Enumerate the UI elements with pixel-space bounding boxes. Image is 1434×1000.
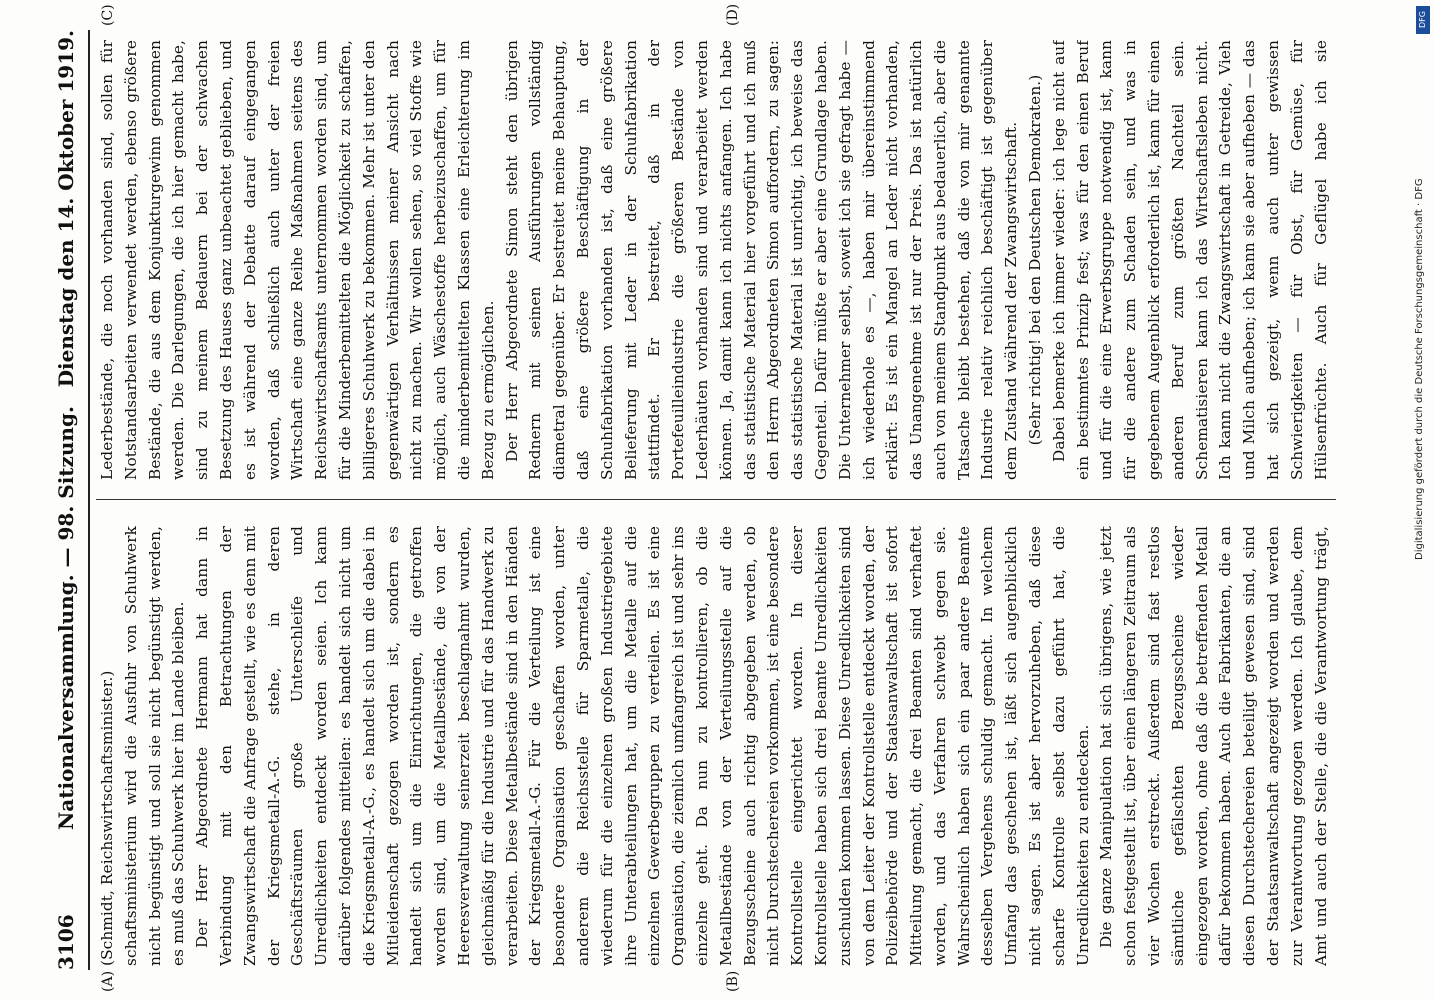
paragraph: Dabei bemerke ich immer wieder: ich lege nicht auf ein bestimmtes Prinzip fest; was für den einen Beruf und für die eine Erwerbsgruppe notwendig ist, kann für die andere zum Schaden sein, und was in gegebenem Augenblick erforderlich ist, kann für einen anderen Beruf zum größten Nachteil sein. Schematisieren kann ich das Wirtschaftsleben nicht. Ich kann nicht die Zwangswirtschaft in Getreide, Vieh und Milch aufheben; ich kann sie aber aufheben — das hat sich gezeigt, wenn auch unter gewissen Schwierigkeiten — für Obst, für Gemüse, für Hülsenfrüchte. Auch für Geflügel habe ich sie xyxy=(1049,40,1330,480)
paragraph: Lederbestände, die noch vorhanden sind, sollen für Notstandsarbeiten verwendet werden, ebenso größere Bestände, die aus dem Konjunkturgewinn genommen werden. Die Darlegungen, die ich hier gemacht habe, sind zu meinem Bedauern bei der schwachen Besetzung des Hauses ganz unbeachtet geblieben, und es ist während der Debatte darauf eingegangen worden, daß schließlich auch unter der freien Wirtschaft eine ganze Reihe Maßnahmen seitens des Reichswirtschaftsamts unternommen worden sind, um für die Minderbemittelten die Möglichkeit zu schaffen, billigeres Schuhwerk zu bekommen. Mehr ist unter den gegenwärtigen Verhältnissen meiner Ansicht nach nicht zu machen. Wir wollen sehen, so viel Stoffe wie möglich, auch Wäschestoffe herbeizuschaffen, um für die minderbemittelten Klassen eine Erleichterung im Bezug zu ermöglichen. xyxy=(98,40,497,480)
margin-mark-a: (A) xyxy=(100,970,116,992)
right-column xyxy=(96,40,1336,480)
paragraph: Der Herr Abgeordnete Simon steht den übrigen Rednern mit seinen Ausführungen vollständig diametral gegenüber. Er bestreitet meine Behauptung, daß eine größere Beschäftigung in der Schuhfabrikation vorhanden ist, daß eine größere Belieferung mit Leder in der Schuhfabrikation stattfindet. Er bestreitet, daß in der Portefeuilleindustrie die größeren Bestände von Lederhäuten vorhanden sind und verarbeitet werden können. Ja, damit kann ich nichts anfangen. Ich habe das statistische Material hier vorgeführt und ich muß den Herrn Abgeordneten Simon auffordern, zu sagen: das statistische Material ist unrichtig, ich beweise das Gegenteil. Dafür müßte er aber eine Grundlage haben. Die Unternehmer selbst, soweit ich sie gefragt habe — ich wiederhole es —, haben mir übereinstimmend erklärt: Es ist ein Mangel an Leder nicht vorhanden, das Unangenehme ist nur der Preis. Das ist natürlich auch von meinem Standpunkt aus bedauerlich, aber die Tatsache bleibt bestehen, daß die von mir genannte Industrie relativ reichlich beschäftigt ist gegenüber dem Zustand während der Zwangswirtschaft. xyxy=(502,40,1021,480)
column-divider xyxy=(96,499,1336,500)
paragraph: Der Herr Abgeordnete Hermann hat dann in Verbindung mit den Betrachtungen der Zwangswirtschaft die Anfrage gestellt, wie es denn mit der Kriegsmetall-A.-G. stehe, in deren Geschäftsräumen große Unterschleife und Unredlichkeiten entdeckt worden seien. Ich kann darüber folgendes mitteilen: es handelt sich nicht um die Kriegsmetall-A.-G., es handelt sich um die dabei in Mitleidenschaft gezogen worden ist, sondern es handelt sich um die Einrichtungen, die getroffen worden sind, um die Metallbestände, die von der Heeresverwaltung seinerzeit beschlagnahmt wurden, gleichmäßig für die Industrie und für das Handwerk zu verarbeiten. Diese Metallbestände sind in den Händen der Kriegsmetall-A.-G. Für die Verteilung ist eine besondere Organisation geschaffen worden, unter anderem die Reichsstelle für Sparmetalle, die wiederum für die einzelnen großen Industriegebiete ihre Unterabteilungen hat, um die Metalle auf die einzelnen Gewerbegruppen zu verteilen. Es ist eine Organisation, die ziemlich umfangreich ist und sehr ins einzelne geht. Da nun zu kontrollieren, ob die Metallbestände von der Verteilungsstelle auf die Bezugsscheine auch richtig abgegeben werden, ob nicht Durchstechereien vorkommen, ist eine besondere Kontrollstelle eingerichtet worden. In dieser Kontrollstelle haben sich drei Beamte Unredlichkeiten zuschulden kommen lassen. Diese Unredlichkeiten sind von dem Leiter der Kontrollstelle entdeckt worden, der Polizeibehörde und der Staatsanwaltschaft ist sofort Mitteilung gemacht, die drei Beamten sind verhaftet worden, und das Verfahren schwebt gegen sie. Wahrscheinlich haben sich ein paar andere Beamte desselben Vergehens schuldig gemacht. In welchem Umfang das geschehen ist, läßt sich augenblicklich nicht sagen. Es ist aber hervorzuheben, daß diese scharfe Kontrolle selbst dazu geführt hat, die Unredlichkeiten zu entdecken. xyxy=(193,526,1092,966)
running-header xyxy=(50,30,84,970)
header-rule xyxy=(88,30,90,970)
speaker-line: (Schmidt, Reichswirtschaftsminister.) xyxy=(98,670,116,966)
margin-mark-c: (C) xyxy=(100,4,116,26)
session-title: Nationalversammlung. — 98. Sitzung. xyxy=(54,406,78,830)
paragraph: schaftsministerium wird die Ausfuhr von Schuhwerk nicht begünstigt und soll sie nicht begünstigt werden, es muß das Schuhwerk hier im Lande bleiben. xyxy=(121,526,188,966)
paragraph: Die ganze Manipulation hat sich übrigens, wie jetzt schon festgestellt ist, über einen längeren Zeitraum als vier Wochen erstreckt. Außerdem sind fast restlos sämtliche gefälschten Bezugsscheine wieder eingezogen worden, ohne daß die betreffenden Metall dafür bekommen haben. Auch die Fabrikanten, die an diesen Durchstechereien beteiligt gewesen sind, sind der Staatsanwaltschaft angezeigt worden und werden zur Verantwortung gezogen werden. Ich glaube, dem Amt und auch der Stelle, die die Verantwortung trägt, xyxy=(1097,526,1330,966)
margin-mark-b: (B) xyxy=(725,970,741,992)
session-date: Dienstag den 14. Oktober 1919. xyxy=(54,30,78,388)
left-column xyxy=(96,526,1336,966)
interjection: (Sehr richtig! bei den Deutschen Demokraten.) xyxy=(1026,74,1045,446)
page-number: 3106 xyxy=(54,914,78,970)
margin-mark-d: (D) xyxy=(725,3,741,26)
digitization-credit: Digitalisierung gefördert durch die Deutsche Forschungsgemeinschaft · DFG xyxy=(1414,178,1425,560)
dfg-logo: DFG xyxy=(1416,6,1430,34)
